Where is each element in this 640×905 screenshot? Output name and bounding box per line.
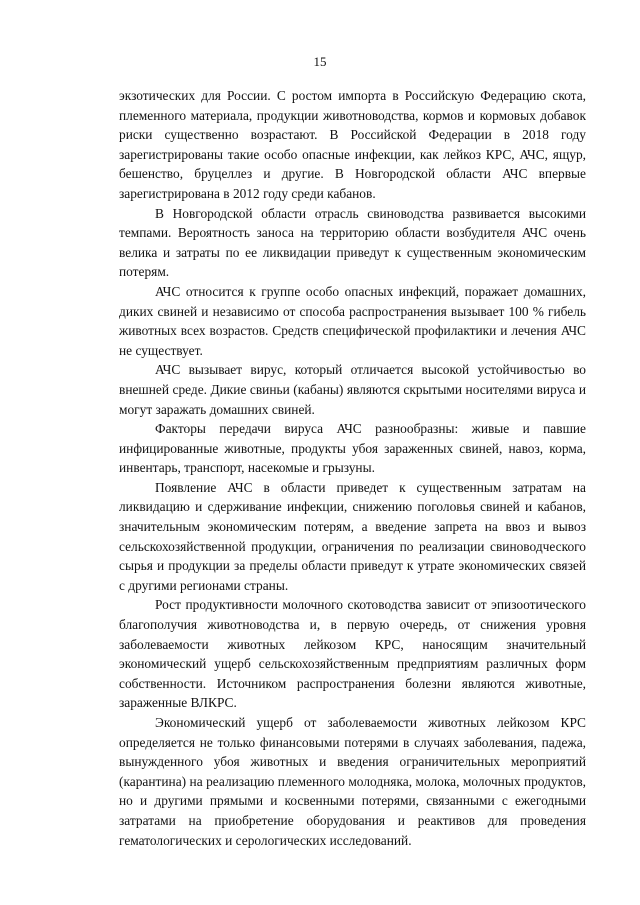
paragraph-asf-danger: АЧС относится к группе особо опасных инфекций, поражает домашних, диких свиней и независимо от способа распространения вызывает 100 % гибель животных всех возрастов. Средств специфической профилактики и лечения АЧС не существует.	[119, 283, 586, 358]
page-number: 15	[313, 54, 327, 69]
body-text	[119, 86, 586, 850]
paragraph-economic-damage: Экономический ущерб от заболеваемости животных лейкозом КРС определяется не только финансовыми потерями в случаях заболевания, падежа, вынужденного убоя животных и введения ограничительных мероприятий (карантина) на реализацию племенного молодняка, молока, молочных продуктов, но и другими прямыми и косвенными потерями, связанными с ежегодными затратами на приобретение оборудования и реактивов для проведения гематологических и серологических исследований.	[119, 715, 586, 848]
paragraph-asf-consequences: Появление АЧС в области приведет к существенным затратам на ликвидацию и сдерживание инфекции, снижению поголовья свиней и кабанов, значительным экономическим потерям, а введение запрета на ввоз и вывоз сельскохозяйственной продукции, ограничения по реализации свиноводческого сырья и продукции за пределы области приведут к утрате экономических связей с другими регионами страны.	[119, 479, 586, 593]
paragraph-pig-industry: В Новгородской области отрасль свиноводства развивается высокими темпами. Вероятность заноса на территорию области возбудителя АЧС очень велика и затраты по ее ликвидации приведут к существенным экономическим потерям.	[119, 205, 586, 280]
paragraph-dairy-productivity: Рост продуктивности молочного скотоводства зависит от эпизоотического благополучия животноводства и, в первую очередь, от снижения уровня заболеваемости животных лейкозом КРС, наносящим значительный экономический ущерб сельскохозяйственным предприятиям различных форм собственности. Источником распространения болезни являются животные, зараженные ВЛКРС.	[119, 597, 586, 711]
paragraph-transmission-factors: Факторы передачи вируса АЧС разнообразны: живые и павшие инфицированные животные, продукты убоя зараженных свиней, навоз, корма, инвентарь, транспорт, насекомые и грызуны.	[119, 421, 586, 476]
paragraph-asf-virus: АЧС вызывает вирус, который отличается высокой устойчивостью во внешней среде. Дикие свиньи (кабаны) являются скрытыми носителями вируса и могут заражать домашних свиней.	[119, 362, 586, 417]
paragraph-continuation: экзотических для России. С ростом импорта в Российскую Федерацию скота, племенного материала, продукции животноводства, кормов и кормовых добавок риски существенно возрастают. В Российской Федерации в 2018 году зарегистрированы такие особо опасные инфекции, как лейкоз КРС, АЧС, ящур, бешенство, бруцеллез и другие. В Новгородской области АЧС впервые зарегистрирована в 2012 году среди кабанов.	[119, 88, 586, 201]
